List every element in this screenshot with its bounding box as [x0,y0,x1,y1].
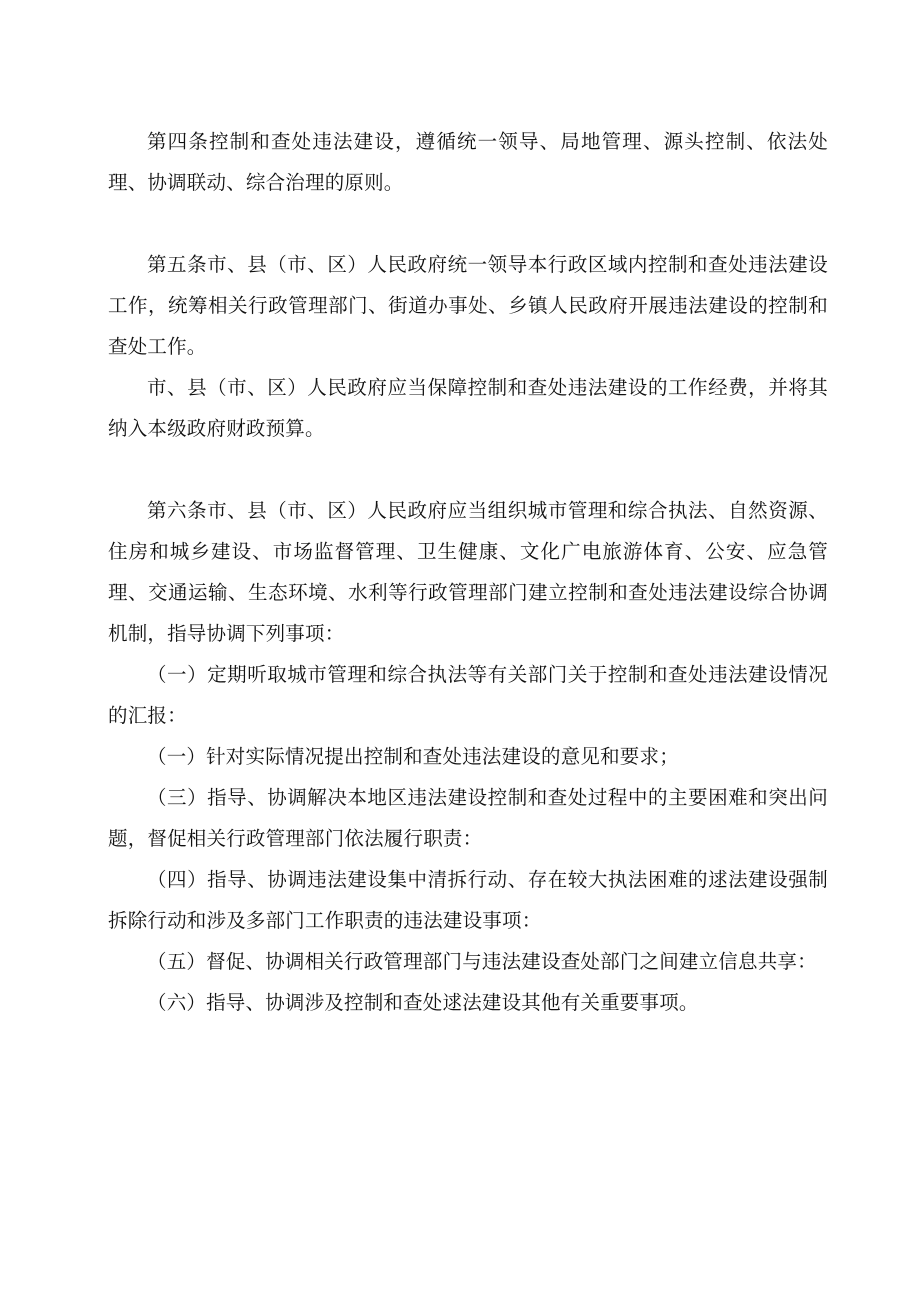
article-6-item-6: （六）指导、协调涉及控制和查处逑法建设其他有关重要事项。 [147,991,699,1014]
paragraph-gap [108,449,828,490]
article-6-item-1: （一）定期听取城市管理和综合执法等有关部门关于控制和查处违法建设情况的汇报： [108,663,828,727]
paragraph-gap [108,203,828,244]
article-5-paragraph-1: 第五条市、县（市、区）人民政府统一领导本行政区域内控制和查处违法建设工作，统筹相关行政管理部门、街道办事处、乡镇人民政府开展违法建设的控制和查处工作。 [108,253,828,358]
document-body [108,121,828,1023]
article-6-intro: 第六条市、县（市、区）人民政府应当组织城市管理和综合执法、自然资源、住房和城乡建设、市场监督管理、卫生健康、文化广电旅游体育、公安、应急管理、交通运输、生态环境、水利等行政管理部门建立控制和查处违法建设综合协调机制，指导协调下列事项： [108,499,828,645]
article-5-paragraph-2: 市、县（市、区）人民政府应当保障控制和查处违法建设的工作经费，并将其纳入本级政府财政预算。 [108,376,828,440]
article-6-item-5: （五）督促、协调相关行政管理部门与违法建设查处部门之间建立信息共享： [147,950,817,973]
article-6-item-4: （四）指导、协调违法建设集中清拆行动、存在较大执法困难的逑法建设强制拆除行动和涉及多部门工作职责的违法建设事项： [108,868,828,932]
article-6-item-2: （一）针对实际情况提出控制和查处违法建设的意见和要求； [147,745,679,768]
article-4: 第四条控制和查处违法建设，遵循统一领导、局地管理、源头控制、依法处理、协调联动、综合治理的原则。 [108,130,828,194]
article-6-item-3: （三）指导、协调解决本地区违法建设控制和查处过程中的主要困难和突出问题，督促相关行政管理部门依法履行职责： [108,786,828,850]
